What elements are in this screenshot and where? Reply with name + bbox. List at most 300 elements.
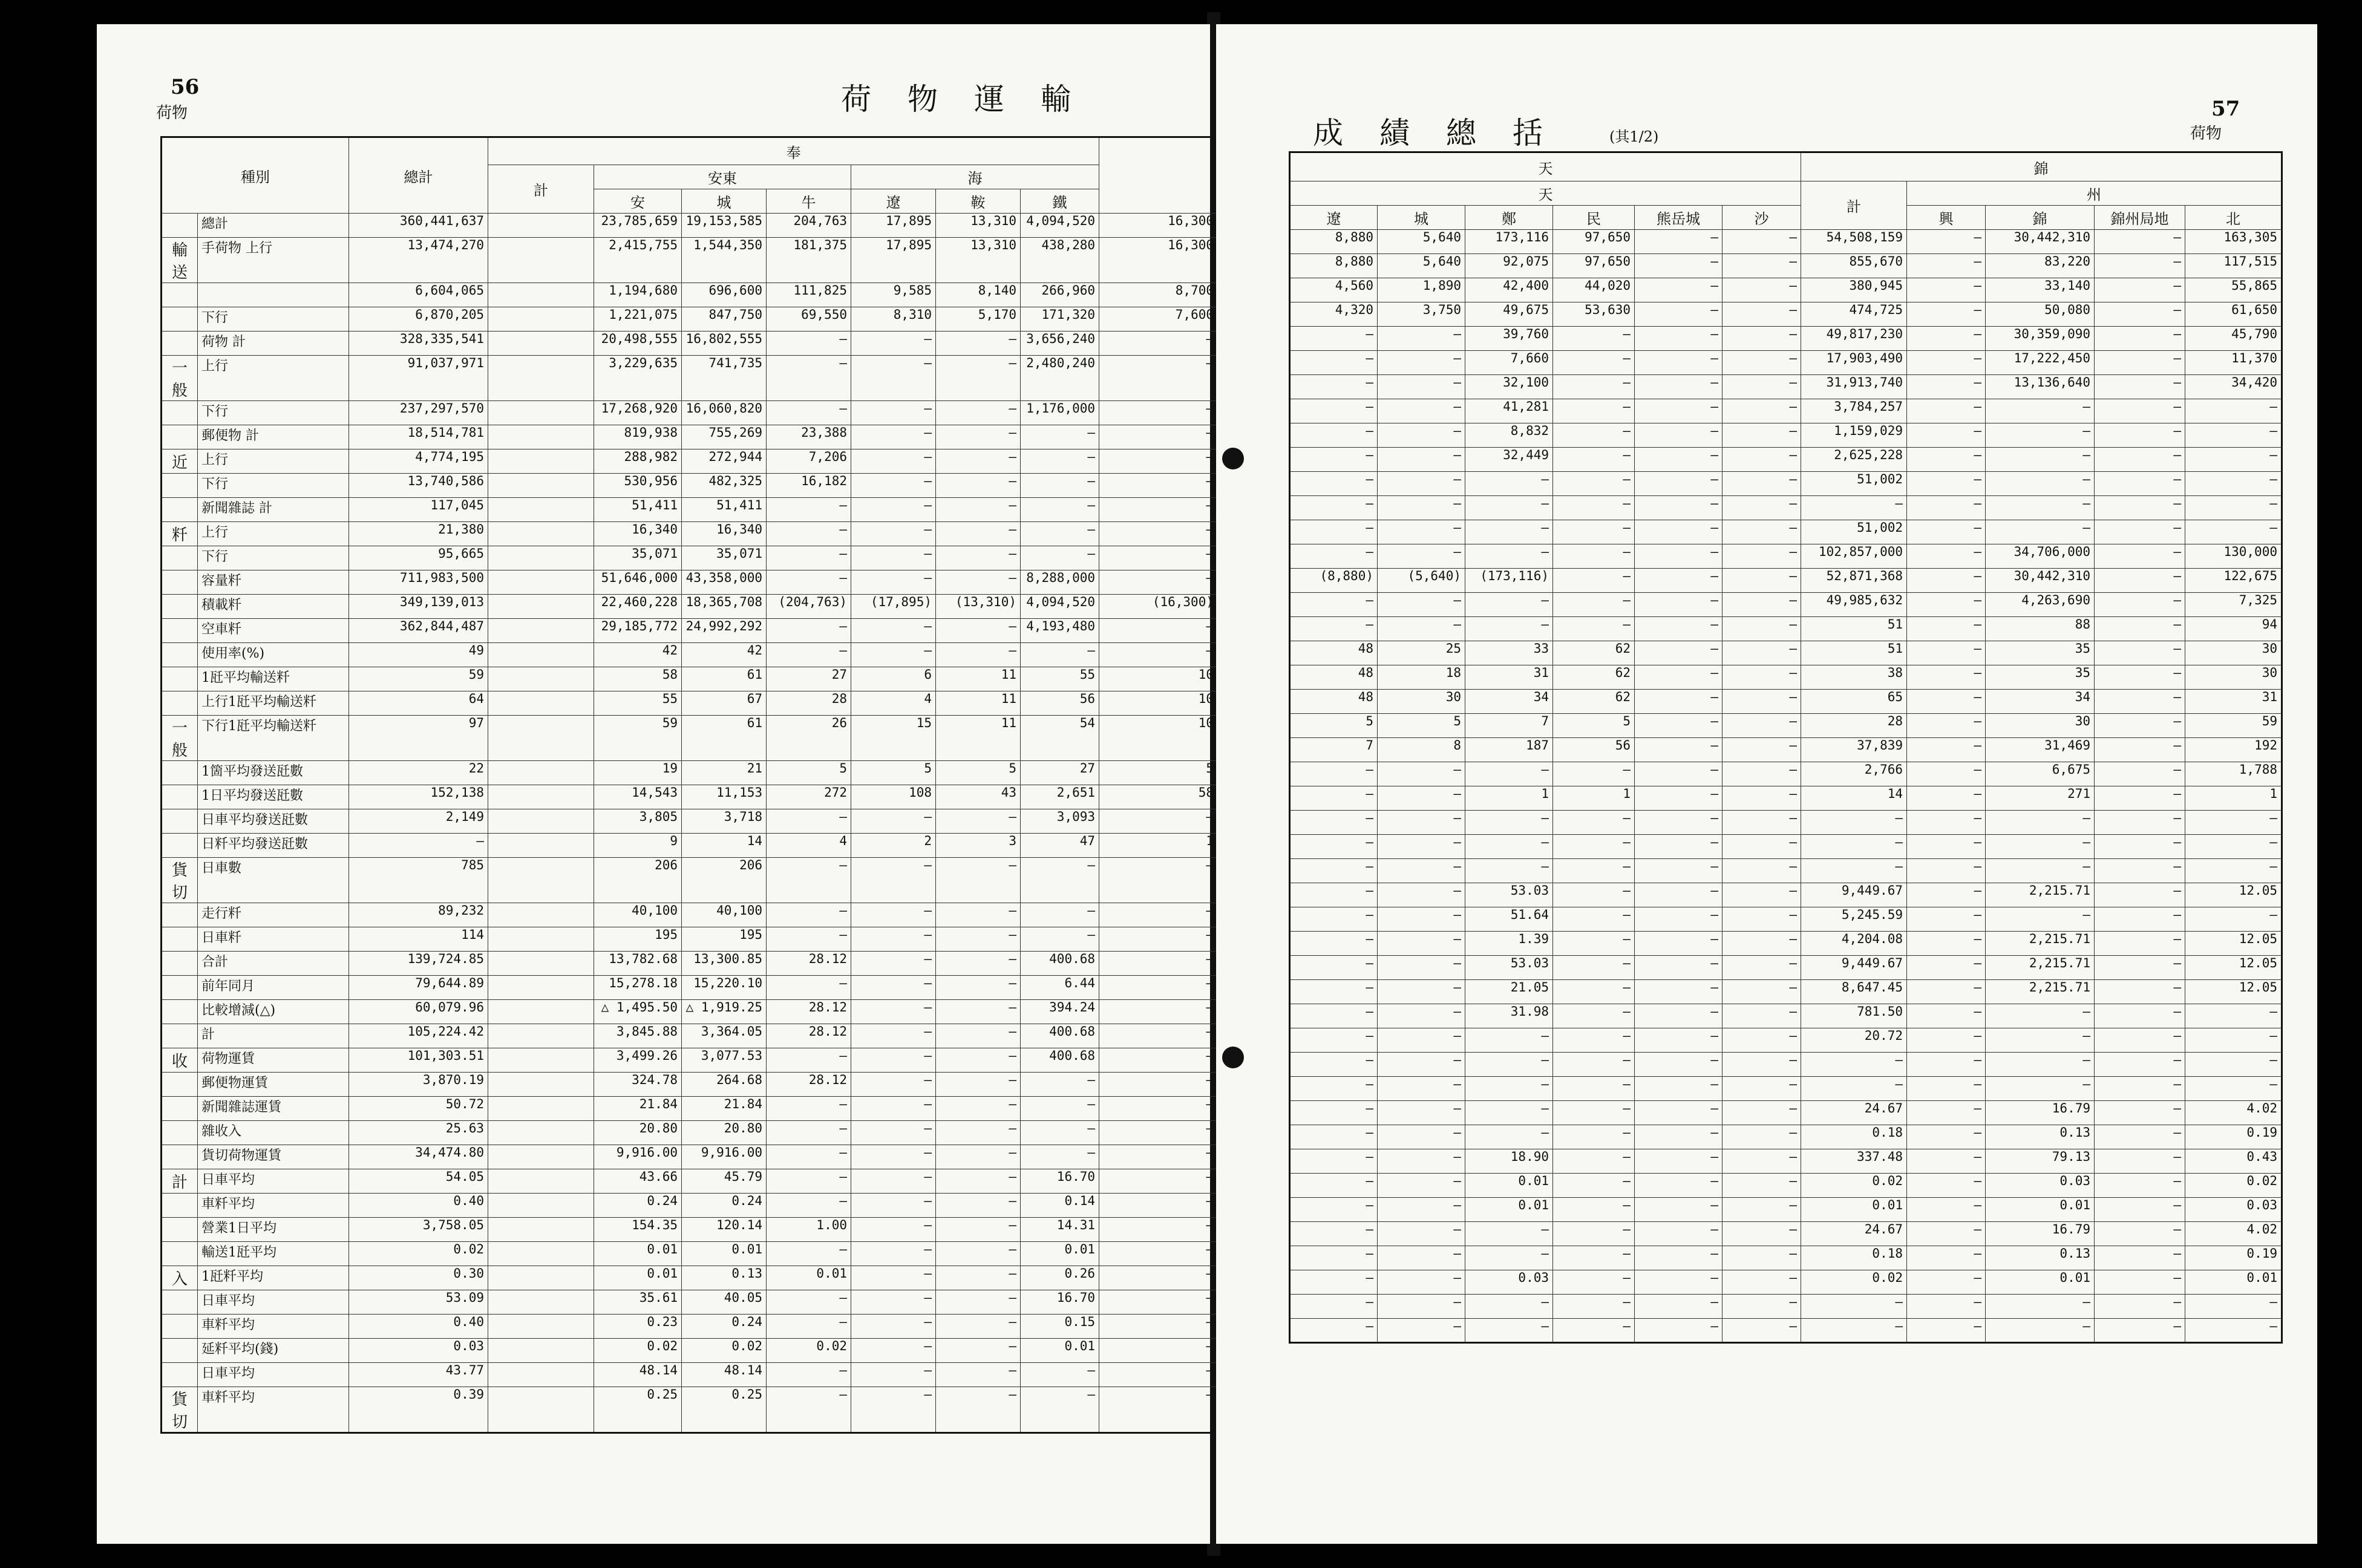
table-cell: 97,650: [1553, 254, 1635, 278]
table-cell: 0.01: [1021, 1242, 1099, 1266]
table-cell: 16.70: [1021, 1169, 1099, 1194]
table-cell: 237,297,570: [349, 401, 488, 425]
table-cell: 324.78: [594, 1073, 682, 1097]
table-cell: —: [1378, 786, 1465, 811]
table-cell: 4,263,690: [1986, 593, 2095, 617]
table-cell: 48: [1290, 665, 1378, 690]
row-label: 前年同月: [198, 976, 349, 1000]
table-cell: —: [1378, 1077, 1465, 1101]
table-cell: —: [851, 1290, 936, 1315]
table-cell: —: [2095, 423, 2185, 448]
table-cell: 45.79: [682, 1169, 767, 1194]
table-cell: 49,817,230: [1801, 327, 1907, 351]
table-cell: 400.68: [1021, 1024, 1099, 1048]
table-cell-blank: [488, 716, 594, 761]
table-row: [1290, 1222, 2282, 1246]
table-cell: 97,650: [1553, 230, 1635, 254]
table-cell: —: [1986, 423, 2095, 448]
table-row: [162, 809, 1219, 834]
table-cell: —: [1907, 278, 1986, 302]
table-cell: —: [767, 643, 851, 667]
table-cell: —: [2095, 448, 2185, 472]
table-cell: —: [1635, 1174, 1722, 1198]
table-cell: —: [1553, 811, 1635, 835]
table-row: [1290, 1246, 2282, 1270]
table-cell-blank: [488, 809, 594, 834]
table-cell: 14: [682, 834, 767, 858]
row-group-cell: [162, 834, 198, 858]
table-cell: —: [1907, 254, 1986, 278]
table-cell: —: [1378, 1149, 1465, 1174]
table-cell: 20,498,555: [594, 332, 682, 356]
table-cell: 0.14: [1021, 1194, 1099, 1218]
table-cell: 35.61: [594, 1290, 682, 1315]
table-cell-blank: [488, 283, 594, 307]
row-group-cell: [162, 401, 198, 425]
table-cell: 781.50: [1801, 1004, 1907, 1028]
table-cell: —: [2095, 1222, 2185, 1246]
table-cell-blank: [488, 667, 594, 691]
table-cell: (17,895): [851, 595, 936, 619]
table-cell: —: [1021, 425, 1099, 449]
table-cell: —: [2185, 423, 2282, 448]
table-cell: —: [1907, 1270, 1986, 1295]
table-cell: —: [1290, 762, 1378, 786]
table-row: [1290, 907, 2282, 932]
table-cell: —: [1722, 1101, 1801, 1125]
table-cell: 53.03: [1465, 883, 1553, 907]
table-cell: 7: [1465, 714, 1553, 738]
table-cell: —: [1290, 1270, 1378, 1295]
table-cell: 94: [2185, 617, 2282, 641]
table-cell: 30,442,310: [1986, 230, 2095, 254]
table-cell: 18,365,708: [682, 595, 767, 619]
table-cell: —: [851, 1145, 936, 1169]
table-cell: 2: [851, 834, 936, 858]
table-cell: 39,760: [1465, 327, 1553, 351]
table-cell: —: [851, 474, 936, 498]
table-cell: 35: [1986, 665, 2095, 690]
table-row: [162, 834, 1219, 858]
table-cell: 0.24: [594, 1194, 682, 1218]
table-cell: —: [1635, 254, 1722, 278]
table-row: [1290, 1053, 2282, 1077]
table-cell: —: [1021, 546, 1099, 570]
row-label: 走行粁: [198, 903, 349, 927]
table-cell: —: [1986, 1319, 2095, 1343]
table-cell: —: [2095, 641, 2185, 665]
table-cell: 30: [1986, 714, 2095, 738]
table-cell: —: [1290, 327, 1378, 351]
header-col-xing: 興: [1907, 206, 1986, 230]
table-cell: 1,159,029: [1801, 423, 1907, 448]
table-row: [1290, 1319, 2282, 1343]
table-cell-blank: [488, 401, 594, 425]
table-cell-blank: [488, 307, 594, 332]
table-cell: —: [2185, 859, 2282, 883]
table-cell: —: [851, 1242, 936, 1266]
table-cell: —: [767, 498, 851, 522]
table-cell: —: [1099, 1000, 1219, 1024]
table-cell: —: [1290, 1174, 1378, 1198]
table-cell: —: [1907, 520, 1986, 544]
table-cell: 42,400: [1465, 278, 1553, 302]
table-cell: 9: [594, 834, 682, 858]
table-row: [162, 1315, 1219, 1339]
row-group-cell: [162, 1000, 198, 1024]
table-cell: 88: [1986, 617, 2095, 641]
table-row: [1290, 569, 2282, 593]
table-cell: —: [1099, 570, 1219, 595]
left-table: [160, 136, 1219, 1434]
table-cell: 12.05: [2185, 956, 2282, 980]
table-cell: —: [2095, 1319, 2185, 1343]
table-cell: —: [1099, 1048, 1219, 1073]
table-cell: —: [851, 1024, 936, 1048]
table-cell: 79.13: [1986, 1149, 2095, 1174]
table-cell: (173,116): [1465, 569, 1553, 593]
table-cell: —: [1099, 1290, 1219, 1315]
table-cell: —: [936, 903, 1021, 927]
row-group-cell: [162, 283, 198, 307]
table-cell: —: [1907, 1222, 1986, 1246]
table-row: [1290, 690, 2282, 714]
table-row: [162, 761, 1219, 785]
table-cell: —: [1099, 425, 1219, 449]
table-cell: —: [1553, 593, 1635, 617]
table-cell: 337.48: [1801, 1149, 1907, 1174]
row-label: 車粁平均: [198, 1315, 349, 1339]
table-cell: 5: [1290, 714, 1378, 738]
table-cell: —: [1290, 593, 1378, 617]
table-cell: —: [1801, 1053, 1907, 1077]
table-cell: —: [851, 643, 936, 667]
table-cell: —: [2095, 544, 2185, 569]
table-cell: 11: [936, 691, 1021, 716]
table-cell: —: [1722, 641, 1801, 665]
table-cell: 51,646,000: [594, 570, 682, 595]
table-cell: —: [1635, 375, 1722, 399]
row-label: 雜收入: [198, 1121, 349, 1145]
row-group-cell: [162, 1363, 198, 1387]
table-cell: —: [1099, 903, 1219, 927]
table-cell: —: [1986, 835, 2095, 859]
table-cell: 4,094,520: [1021, 214, 1099, 238]
table-cell: —: [851, 1194, 936, 1218]
table-cell: —: [1099, 858, 1219, 903]
table-cell: —: [936, 927, 1021, 952]
table-cell: —: [1986, 399, 2095, 423]
row-group-cell: [162, 1218, 198, 1242]
table-cell: —: [2095, 230, 2185, 254]
table-cell: —: [1290, 932, 1378, 956]
table-cell: 31.98: [1465, 1004, 1553, 1028]
table-cell: —: [1465, 811, 1553, 835]
table-cell: 9,585: [851, 283, 936, 307]
table-cell: 1: [2185, 786, 2282, 811]
table-cell: 41,281: [1465, 399, 1553, 423]
table-cell: 7: [1290, 738, 1378, 762]
table-cell: —: [767, 927, 851, 952]
table-cell: —: [1553, 1246, 1635, 1270]
table-row: [1290, 1125, 2282, 1149]
row-label: 新聞雜誌運賃: [198, 1097, 349, 1121]
table-cell: —: [1290, 1295, 1378, 1319]
row-group-cell: [162, 952, 198, 976]
table-cell: 9,449.67: [1801, 956, 1907, 980]
table-cell: 271: [1986, 786, 2095, 811]
table-cell: 0.01: [1801, 1198, 1907, 1222]
table-row: [162, 474, 1219, 498]
table-cell: 2,149: [349, 809, 488, 834]
table-cell: 17,222,450: [1986, 351, 2095, 375]
table-cell: 53.03: [1465, 956, 1553, 980]
table-cell: —: [1099, 1218, 1219, 1242]
table-cell: 16,060,820: [682, 401, 767, 425]
row-group-cell: 一般: [162, 356, 198, 401]
table-row: [162, 667, 1219, 691]
table-cell: —: [1099, 927, 1219, 952]
table-row: [162, 401, 1219, 425]
table-cell: —: [936, 332, 1021, 356]
table-cell: 9,916.00: [594, 1145, 682, 1169]
table-cell: 11,153: [682, 785, 767, 809]
table-cell: —: [936, 401, 1021, 425]
table-cell: —: [1722, 302, 1801, 327]
table-cell: —: [936, 1315, 1021, 1339]
table-cell: 28: [1801, 714, 1907, 738]
table-cell: 111,825: [767, 283, 851, 307]
row-group-cell: 計: [162, 1169, 198, 1194]
table-cell: 47: [1021, 834, 1099, 858]
table-cell: 8,880: [1290, 230, 1378, 254]
table-row: [162, 619, 1219, 643]
table-row: [1290, 1149, 2282, 1174]
table-cell: 6,870,205: [349, 307, 488, 332]
table-cell: 35,071: [594, 546, 682, 570]
table-cell: 0.03: [1986, 1174, 2095, 1198]
table-cell: —: [1635, 327, 1722, 351]
table-cell: —: [1290, 496, 1378, 520]
table-cell: —: [851, 976, 936, 1000]
row-label: 郵便物 計: [198, 425, 349, 449]
row-label: 新聞雜誌 計: [198, 498, 349, 522]
table-row: [162, 1000, 1219, 1024]
table-cell: —: [1465, 544, 1553, 569]
row-group-cell: [162, 643, 198, 667]
table-cell: —: [1635, 883, 1722, 907]
table-cell: 48.14: [594, 1363, 682, 1387]
row-label: 上行1瓩平均輸送粁: [198, 691, 349, 716]
table-cell-blank: [488, 619, 594, 643]
table-cell: 12.05: [2185, 883, 2282, 907]
table-cell: —: [1986, 1053, 2095, 1077]
table-row: [1290, 278, 2282, 302]
table-cell: —: [1099, 1145, 1219, 1169]
table-cell: 741,735: [682, 356, 767, 401]
table-cell: —: [1907, 1319, 1986, 1343]
table-cell: —: [1021, 1097, 1099, 1121]
table-cell: —: [1635, 859, 1722, 883]
table-cell: 19: [594, 761, 682, 785]
table-cell: —: [1722, 786, 1801, 811]
table-row: [162, 1290, 1219, 1315]
table-cell-blank: [488, 356, 594, 401]
table-cell: 380,945: [1801, 278, 1907, 302]
table-cell-blank: [488, 1048, 594, 1073]
table-cell: 17,895: [851, 214, 936, 238]
table-cell: —: [1986, 811, 2095, 835]
table-cell: —: [1553, 1174, 1635, 1198]
header-kind: 種別: [162, 137, 349, 214]
table-cell: 3,784,257: [1801, 399, 1907, 423]
table-cell: (204,763): [767, 595, 851, 619]
table-cell: —: [2095, 1004, 2185, 1028]
table-cell: 25: [1378, 641, 1465, 665]
table-cell: —: [1722, 448, 1801, 472]
table-cell: —: [1465, 496, 1553, 520]
table-cell: 30: [2185, 665, 2282, 690]
table-cell: 5: [1378, 714, 1465, 738]
row-group-cell: [162, 785, 198, 809]
table-cell: 1: [1553, 786, 1635, 811]
table-cell-blank: [488, 927, 594, 952]
header-tian-sub: 天: [1290, 181, 1801, 206]
table-cell: —: [1553, 520, 1635, 544]
table-cell: —: [2095, 859, 2185, 883]
table-cell: 9,449.67: [1801, 883, 1907, 907]
table-cell: 16,300: [1099, 214, 1219, 238]
table-cell: 28.12: [767, 1073, 851, 1097]
table-cell: 819,938: [594, 425, 682, 449]
table-row: [1290, 883, 2282, 907]
table-cell: 474,725: [1801, 302, 1907, 327]
table-cell: 89,232: [349, 903, 488, 927]
table-cell: —: [1722, 1053, 1801, 1077]
table-cell: 139,724.85: [349, 952, 488, 976]
row-label: 荷物運賃: [198, 1048, 349, 1073]
table-cell: —: [767, 1315, 851, 1339]
table-cell: 58: [594, 667, 682, 691]
table-cell: 28: [767, 691, 851, 716]
table-cell: 27: [767, 667, 851, 691]
table-cell: 0.19: [2185, 1125, 2282, 1149]
table-cell: 0.25: [682, 1387, 767, 1433]
table-row: [1290, 399, 2282, 423]
table-cell: —: [1986, 1295, 2095, 1319]
table-cell: —: [1907, 1004, 1986, 1028]
table-cell: 0.03: [2185, 1198, 2282, 1222]
table-cell-blank: [488, 1145, 594, 1169]
table-cell: 51.64: [1465, 907, 1553, 932]
table-cell: 13,740,586: [349, 474, 488, 498]
row-label: 總計: [198, 214, 349, 238]
table-cell: 2,215.71: [1986, 980, 2095, 1004]
table-cell: —: [1021, 522, 1099, 546]
table-cell: 37,839: [1801, 738, 1907, 762]
table-cell: —: [2185, 496, 2282, 520]
table-cell: 195: [682, 927, 767, 952]
table-cell: —: [936, 1145, 1021, 1169]
table-cell: —: [2095, 980, 2185, 1004]
table-row: [1290, 327, 2282, 351]
table-cell: —: [1986, 472, 2095, 496]
header-region: 奉: [488, 137, 1099, 165]
row-group-cell: [162, 332, 198, 356]
table-row: [162, 1024, 1219, 1048]
table-cell: —: [1465, 1246, 1553, 1270]
row-group-cell: [162, 1315, 198, 1339]
table-cell: 51,411: [594, 498, 682, 522]
table-cell: 6.44: [1021, 976, 1099, 1000]
table-cell: —: [1907, 859, 1986, 883]
table-cell: 3,805: [594, 809, 682, 834]
row-label: [198, 283, 349, 307]
table-cell: 13,310: [936, 214, 1021, 238]
table-cell: —: [2095, 786, 2185, 811]
row-label: 手荷物 上行: [198, 238, 349, 283]
table-cell: 54.05: [349, 1169, 488, 1194]
row-group-cell: 貨切: [162, 1387, 198, 1433]
table-cell: 29,185,772: [594, 619, 682, 643]
table-cell: —: [936, 643, 1021, 667]
table-cell: —: [936, 952, 1021, 976]
table-cell: —: [1290, 811, 1378, 835]
row-label: 日粁平均發送瓩數: [198, 834, 349, 858]
table-cell: 0.25: [594, 1387, 682, 1433]
row-label: 荷物 計: [198, 332, 349, 356]
table-cell: 120.14: [682, 1218, 767, 1242]
table-cell: —: [2095, 883, 2185, 907]
table-cell: 48.14: [682, 1363, 767, 1387]
table-cell: 7,325: [2185, 593, 2282, 617]
table-cell: 4,774,195: [349, 449, 488, 474]
table-cell: —: [1722, 1222, 1801, 1246]
table-cell: —: [1635, 665, 1722, 690]
table-cell: —: [2185, 811, 2282, 835]
table-cell: —: [1635, 956, 1722, 980]
table-cell: 3,499.26: [594, 1048, 682, 1073]
table-cell: 482,325: [682, 474, 767, 498]
table-cell: —: [1635, 230, 1722, 254]
table-cell: 206: [682, 858, 767, 903]
table-cell: 51: [1801, 617, 1907, 641]
table-cell: —: [2095, 1198, 2185, 1222]
table-cell: —: [1290, 1053, 1378, 1077]
table-cell: —: [1465, 762, 1553, 786]
row-group-cell: [162, 498, 198, 522]
table-cell: 21.84: [594, 1097, 682, 1121]
table-cell: 206: [594, 858, 682, 903]
table-cell: 8,880: [1290, 254, 1378, 278]
table-cell: —: [1290, 1246, 1378, 1270]
table-cell: —: [1907, 1198, 1986, 1222]
table-cell: 755,269: [682, 425, 767, 449]
table-cell: 8,832: [1465, 423, 1553, 448]
table-cell: 28.12: [767, 952, 851, 976]
table-cell: —: [1378, 1222, 1465, 1246]
table-cell: —: [1099, 449, 1219, 474]
table-cell: 3,758.05: [349, 1218, 488, 1242]
table-cell: —: [1635, 1246, 1722, 1270]
table-cell: 18.90: [1465, 1149, 1553, 1174]
table-row: [1290, 1270, 2282, 1295]
table-cell: 264.68: [682, 1073, 767, 1097]
table-cell: 50,080: [1986, 302, 2095, 327]
table-cell: —: [1021, 903, 1099, 927]
table-cell: —: [851, 332, 936, 356]
table-cell: —: [936, 976, 1021, 1000]
